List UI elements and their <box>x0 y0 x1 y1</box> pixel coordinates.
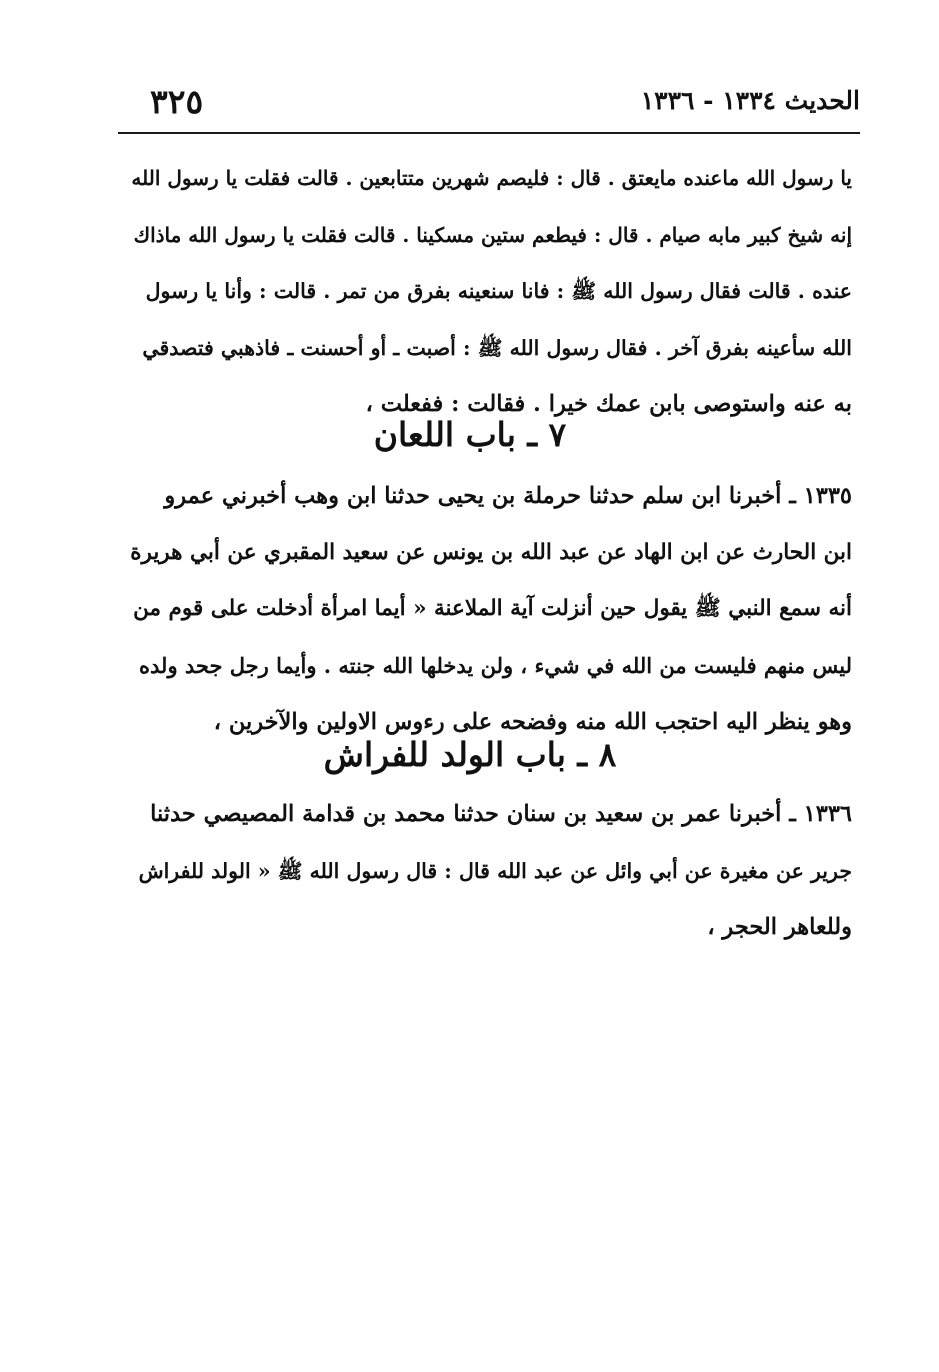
page-number: ٣٢٥ <box>150 82 204 121</box>
chapter-heading-7: ٧ ـ باب اللعان <box>373 415 567 454</box>
hadith-1335 <box>130 468 852 751</box>
text-line: به عنه واستوصى بابن عمك خيرا . فقالت : ففعلت ، <box>365 391 852 417</box>
text-line: إنه شيخ كبير مابه صيام . قال : فيطعم ستين مسكينا . قالت فقلت يا رسول الله ماذاك <box>133 222 852 247</box>
text-line: ١٣٣٦ ـ أخبرنا عمر بن سعيد بن سنان حدثنا محمد بن قدامة المصيصي حدثنا <box>150 801 852 827</box>
text-line: ليس منهم فليست من الله في شيء ، ولن يدخلها الله جنته . وأيما رجل جحد ولده <box>139 652 852 678</box>
text-line: ابن الحارث عن ابن الهاد عن عبد الله بن يونس عن سعيد المقبري عن أبي هريرة <box>130 539 852 565</box>
text-line: وللعاهر الحجر ، <box>707 914 852 940</box>
text-line: وهو ينظر اليه احتجب الله منه وفضحه على رءوس الاولين والآخرين ، <box>213 709 852 735</box>
text-line: ١٣٣٥ ـ أخبرنا ابن سلم حدثنا حرملة بن يحيى حدثنا ابن وهب أخبرني عمرو <box>164 483 852 509</box>
text-line: يا رسول الله ماعنده مايعتق . قال : فليصم شهرين متتابعين . قالت فقلت يا رسول الله <box>131 166 852 190</box>
running-title: الحديث ١٣٣٤ - ١٣٣٦ <box>640 86 860 115</box>
continuation-text <box>130 150 852 433</box>
text-line: أنه سمع النبي ﷺ يقول حين أنزلت آية الملاعنة « أيما امرأة أدخلت على قوم من <box>133 596 852 621</box>
text-line: عنده . قالت فقال رسول الله ﷺ : فانا سنعينه بفرق من تمر . قالت : وأنا يا رسول <box>145 279 852 303</box>
text-line: جرير عن مغيرة عن أبي وائل عن عبد الله قال : قال رسول الله ﷺ « الولد للفراش <box>138 858 852 883</box>
page-header <box>118 82 860 130</box>
hadith-1336 <box>130 786 852 956</box>
text-line: الله سأعينه بفرق آخر . فقال رسول الله ﷺ : أصبت ـ أو أحسنت ـ فاذهبي فتصدقي <box>142 335 852 360</box>
chapter-heading-8: ٨ ـ باب الولد للفراش <box>323 735 617 774</box>
header-divider <box>118 132 860 134</box>
